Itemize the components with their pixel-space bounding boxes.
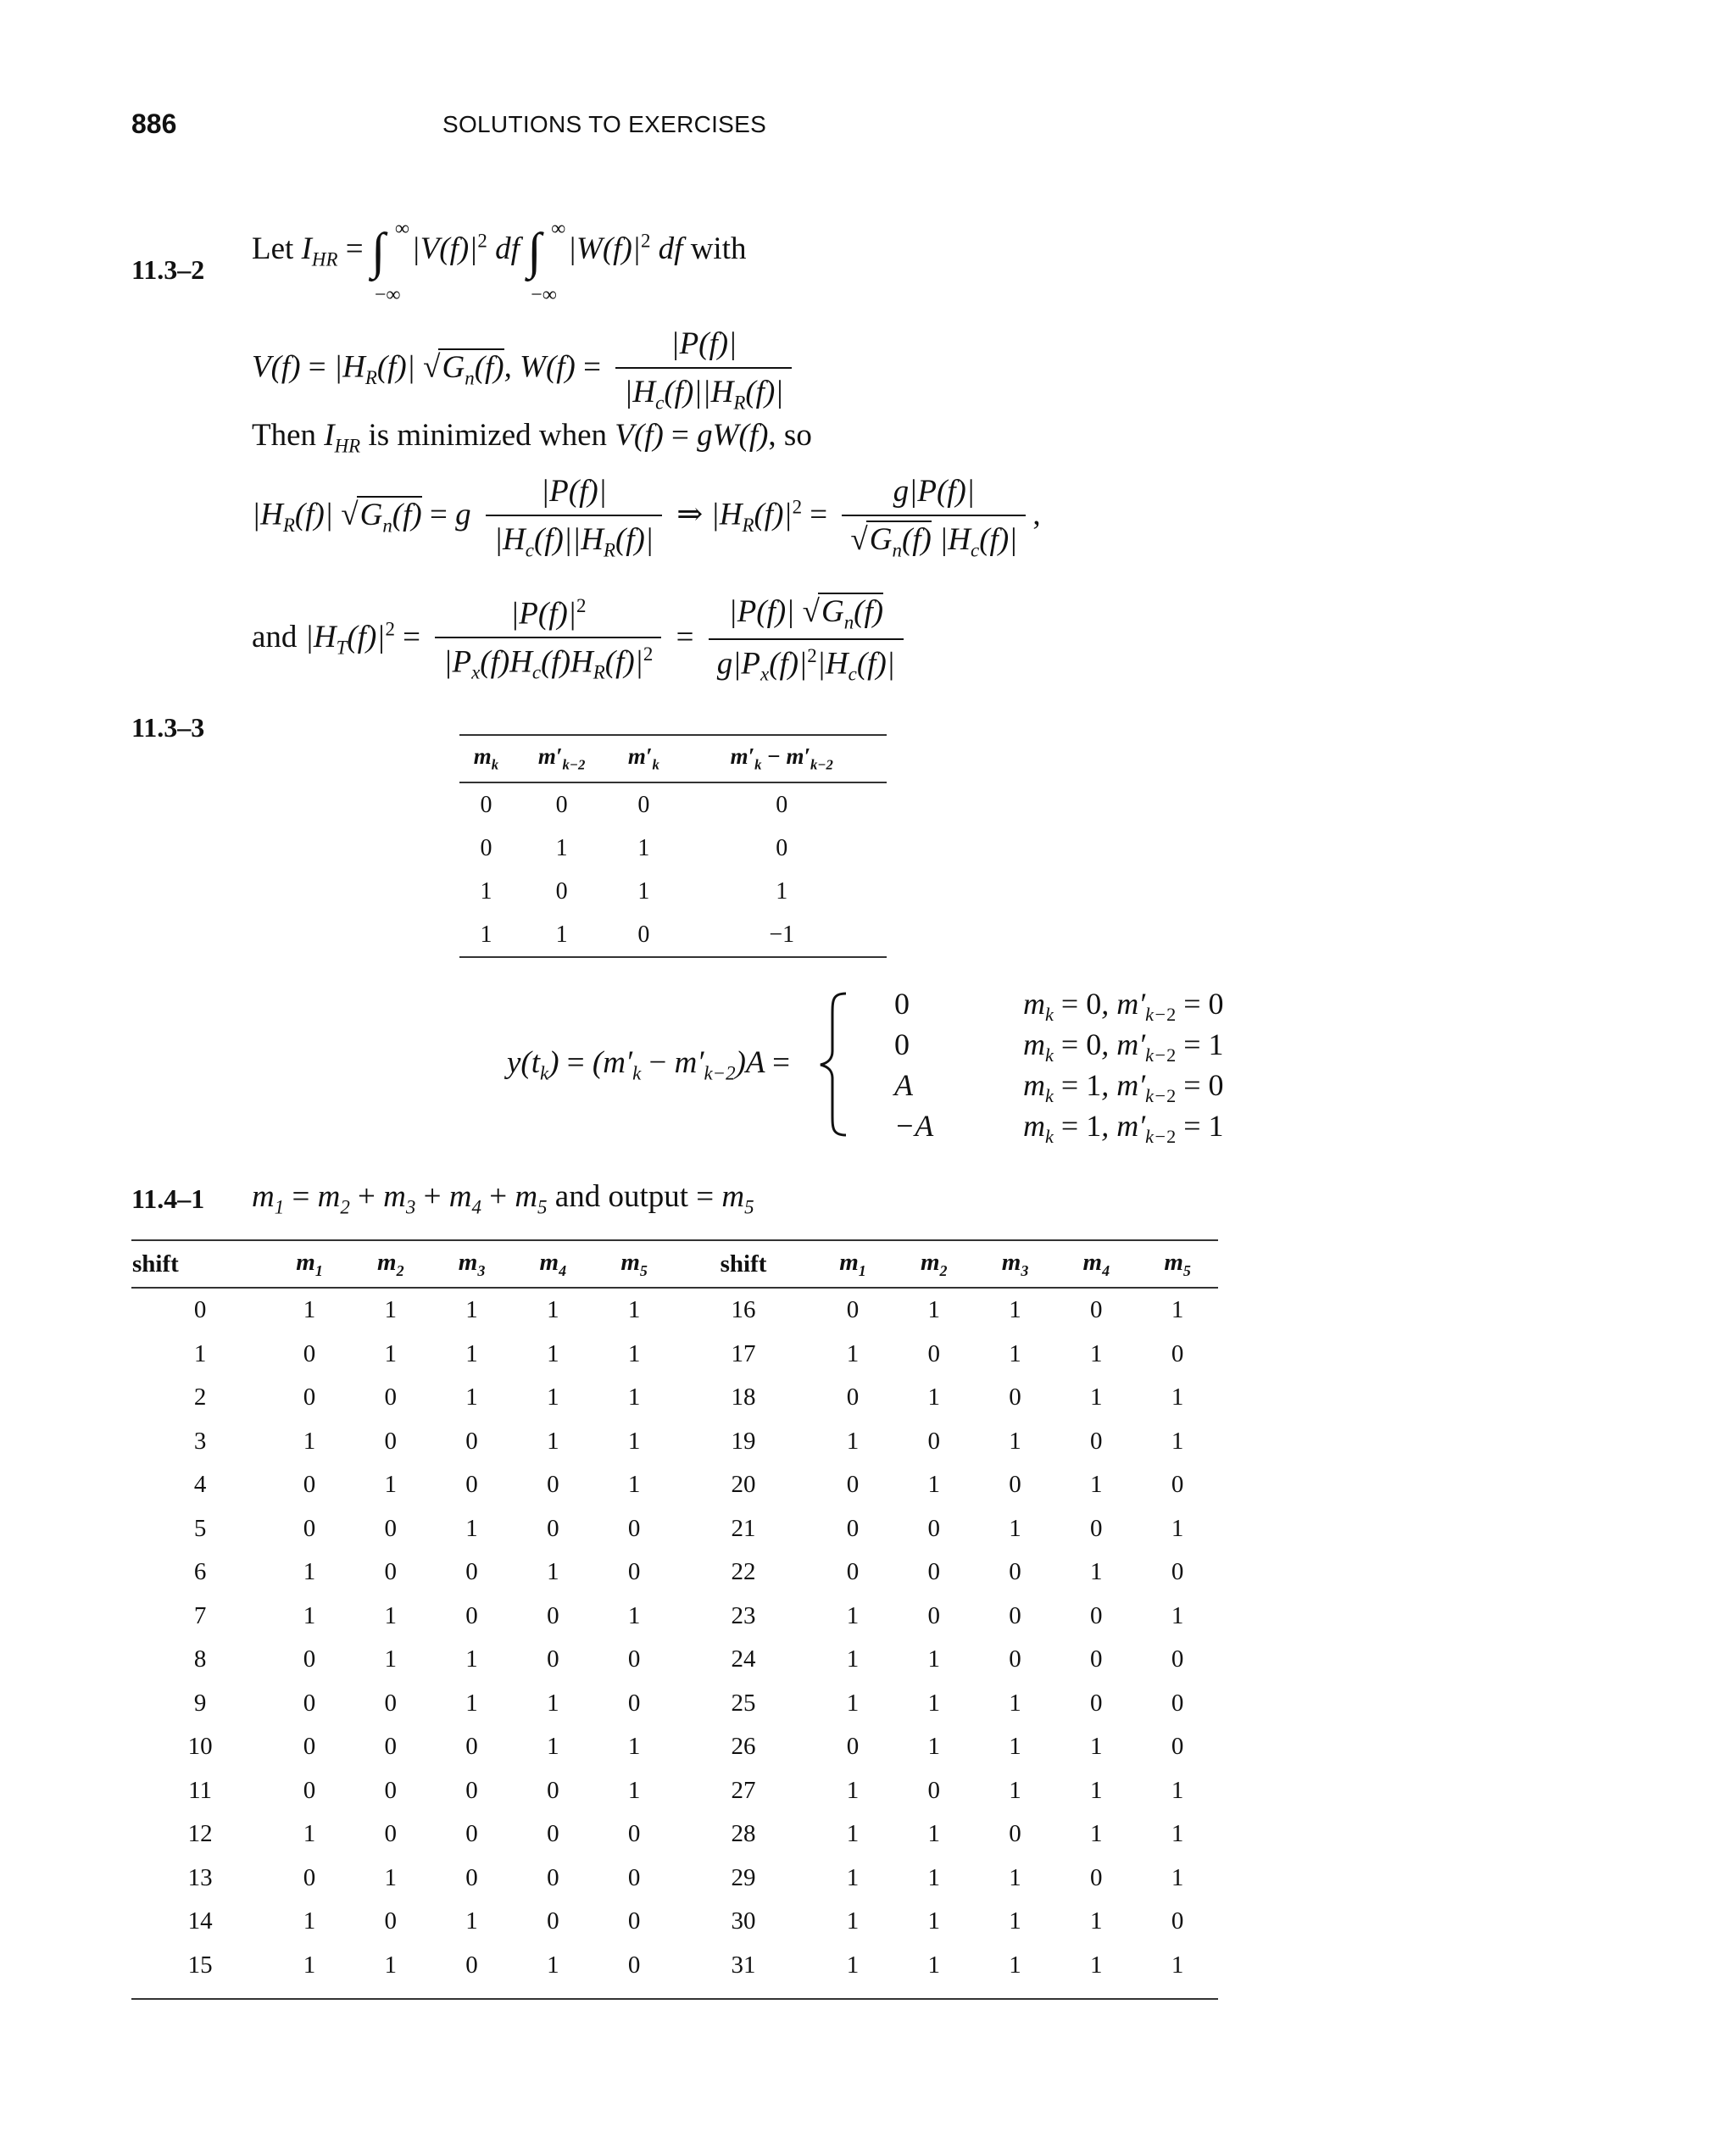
table-row: 1 1 0 −1 xyxy=(480,921,795,948)
bit-cell: 1 xyxy=(1171,1296,1184,1324)
bit-cell: 0 xyxy=(1009,1645,1021,1673)
bit-cell: 1 xyxy=(384,1601,398,1629)
bit-cell: 1 xyxy=(1090,1820,1103,1848)
bit-cell: 0 xyxy=(465,1558,478,1586)
bit-cell: 1 xyxy=(384,1296,398,1324)
shift-cell: 1 xyxy=(193,1339,207,1367)
table-row xyxy=(131,1857,1218,1901)
bit-cell: 0 xyxy=(1171,1645,1184,1673)
bit-cell: 1 xyxy=(846,1907,860,1935)
col-m2: $m_2$ xyxy=(893,1240,975,1288)
bit-cell: 0 xyxy=(1009,1820,1021,1848)
shift-cell: 14 xyxy=(187,1907,213,1935)
bit-cell: 0 xyxy=(547,1471,559,1499)
bit-cell: 0 xyxy=(627,1645,641,1673)
bit-cell: 0 xyxy=(927,1776,940,1804)
bit-cell: 0 xyxy=(384,1689,398,1717)
shift-cell: 16 xyxy=(731,1296,756,1324)
bit-cell: 0 xyxy=(627,1689,641,1717)
col-mk-prime: $m'_k$ xyxy=(610,735,676,782)
bit-cell: 1 xyxy=(303,1296,316,1324)
bit-cell: 1 xyxy=(1171,1863,1184,1891)
bit-cell: 0 xyxy=(627,1907,641,1935)
table-row xyxy=(131,1288,1218,1333)
bit-cell: 1 xyxy=(1090,1471,1103,1499)
bit-cell: 1 xyxy=(547,1733,559,1761)
table-row xyxy=(131,1682,1218,1726)
bit-cell: 0 xyxy=(1090,1863,1103,1891)
bit-cell: 0 xyxy=(846,1733,860,1761)
bit-cell: 1 xyxy=(927,1296,940,1324)
bit-cell: 0 xyxy=(846,1471,860,1499)
equation-ihr: Let $I_{HR}$ = ∫ ∞ −∞ $|V(f)|^2$ df ∫ ∞ −∞ $|W(f)|^2$ df with xyxy=(252,218,747,306)
bit-cell: 0 xyxy=(303,1471,316,1499)
bit-cell: 1 xyxy=(627,1339,641,1367)
bit-cell: 1 xyxy=(927,1733,940,1761)
bit-cell: 1 xyxy=(846,1863,860,1891)
bit-cell: 1 xyxy=(1009,1427,1021,1455)
bit-cell: 1 xyxy=(627,1776,641,1804)
bit-cell: 1 xyxy=(846,1645,860,1673)
bit-cell: 0 xyxy=(465,1427,478,1455)
bit-cell: 0 xyxy=(547,1820,559,1848)
bit-cell: 1 xyxy=(1009,1514,1021,1542)
bit-cell: 0 xyxy=(303,1776,316,1804)
bit-cell: 0 xyxy=(927,1514,940,1542)
bit-cell: 1 xyxy=(927,1863,940,1891)
bit-cell: 1 xyxy=(1090,1776,1103,1804)
bit-cell: 1 xyxy=(1090,1733,1103,1761)
col-m4: $m_4$ xyxy=(1055,1240,1137,1288)
bit-cell: 1 xyxy=(1009,1776,1021,1804)
bit-cell: 0 xyxy=(303,1514,316,1542)
bit-cell: 1 xyxy=(846,1339,860,1367)
bit-cell: 1 xyxy=(627,1471,641,1499)
bit-cell: 1 xyxy=(1171,1776,1184,1804)
bit-cell: 0 xyxy=(627,1951,641,1979)
bit-cell: 1 xyxy=(1090,1339,1103,1367)
shift-cell: 7 xyxy=(193,1601,207,1629)
bit-cell: 0 xyxy=(1171,1339,1184,1367)
table-row xyxy=(131,1507,1218,1551)
col-m3: $m_3$ xyxy=(975,1240,1056,1288)
bit-cell: 1 xyxy=(547,1951,559,1979)
bit-cell: 0 xyxy=(846,1383,860,1411)
shift-cell: 5 xyxy=(193,1514,207,1542)
exercise-label-11-3-2: 11.3–2 xyxy=(131,254,205,285)
equation-v-w: $V(f) = |H_R(f)|$ $√G_n(f)$, W(f) = $\frac{|P(f)|}{|H_c(f)||H_R(f)|}$ xyxy=(252,326,798,414)
bit-cell: 0 xyxy=(1090,1514,1103,1542)
bit-cell: 1 xyxy=(927,1471,940,1499)
table-header-row xyxy=(459,735,887,782)
equation-y-tk: $y(t_k) = (m'_k - m'_{k-2})A$ = xyxy=(507,1045,790,1084)
bit-cell: 0 xyxy=(547,1863,559,1891)
bit-cell: 0 xyxy=(303,1645,316,1673)
table-row xyxy=(131,1725,1218,1769)
col-shift: shift xyxy=(675,1240,812,1288)
shift-cell: 2 xyxy=(193,1383,207,1411)
bit-cell: 1 xyxy=(927,1645,940,1673)
bit-cell: 1 xyxy=(384,1339,398,1367)
bit-cell: 1 xyxy=(927,1820,940,1848)
bit-cell: 0 xyxy=(846,1558,860,1586)
table-row: 0 1 1 0 xyxy=(480,834,788,861)
table-row xyxy=(131,1463,1218,1507)
table-row xyxy=(131,1551,1218,1595)
bit-cell: 1 xyxy=(465,1339,478,1367)
bit-cell: 1 xyxy=(627,1383,641,1411)
col-m5: $m_5$ xyxy=(1137,1240,1218,1288)
table-row xyxy=(131,1769,1218,1813)
col-m2: $m_2$ xyxy=(350,1240,431,1288)
bit-cell: 0 xyxy=(1171,1471,1184,1499)
bit-cell: 0 xyxy=(1009,1383,1021,1411)
bit-cell: 0 xyxy=(465,1733,478,1761)
bit-cell: 0 xyxy=(1009,1558,1021,1586)
bit-cell: 1 xyxy=(384,1863,398,1891)
shift-cell: 25 xyxy=(731,1689,756,1717)
shift-cell: 15 xyxy=(187,1951,213,1979)
bit-cell: 0 xyxy=(1090,1427,1103,1455)
bit-cell: 1 xyxy=(927,1689,940,1717)
bit-cell: 1 xyxy=(846,1776,860,1804)
equation-m1-sum: $m_1 = m_2 + m_3 + m_4 + m_5$ and output = $m_5$ xyxy=(252,1179,754,1218)
bit-cell: 1 xyxy=(303,1820,316,1848)
bit-cell: 0 xyxy=(927,1558,940,1586)
bit-cell: 0 xyxy=(384,1907,398,1935)
bit-cell: 0 xyxy=(384,1383,398,1411)
bit-cell: 0 xyxy=(384,1776,398,1804)
table-row xyxy=(131,1900,1218,1944)
bit-cell: 1 xyxy=(465,1907,478,1935)
bit-cell: 1 xyxy=(627,1427,641,1455)
truth-table-11-3-3 xyxy=(459,734,887,958)
bit-cell: 0 xyxy=(384,1820,398,1848)
bit-cell: 1 xyxy=(465,1645,478,1673)
bit-cell: 0 xyxy=(303,1863,316,1891)
shift-cell: 22 xyxy=(731,1558,756,1586)
bit-cell: 1 xyxy=(303,1427,316,1455)
equation-ht: and $|H_T(f)|^2$ = $\frac{|P(f)|^2}{|P_x(f)H_c(f)H_R(f)|^2}$ = $\frac{|P(f)| √G_n(f)}{g|P_x(f)|^2|H_c(f)|}$ xyxy=(252,593,910,686)
bit-cell: 1 xyxy=(927,1383,940,1411)
shift-cell: 26 xyxy=(731,1733,756,1761)
equation-then: Then $I_{HR}$ is minimized when V(f) = gW(f), so xyxy=(252,418,812,457)
bit-cell: 1 xyxy=(627,1296,641,1324)
shift-cell: 6 xyxy=(193,1558,207,1586)
bit-cell: 0 xyxy=(1171,1907,1184,1935)
bit-cell: 0 xyxy=(465,1951,478,1979)
table-header-row xyxy=(131,1240,1218,1288)
table-row xyxy=(131,1638,1218,1682)
bit-cell: 1 xyxy=(384,1471,398,1499)
bit-cell: 1 xyxy=(547,1339,559,1367)
shift-cell: 9 xyxy=(193,1689,207,1717)
bit-cell: 1 xyxy=(1171,1427,1184,1455)
table-row xyxy=(131,1944,1218,2000)
bit-cell: 1 xyxy=(1009,1907,1021,1935)
bit-cell: 0 xyxy=(627,1514,641,1542)
bit-cell: 1 xyxy=(927,1951,940,1979)
col-m1: $m_1$ xyxy=(269,1240,350,1288)
bit-cell: 0 xyxy=(384,1558,398,1586)
bit-cell: 1 xyxy=(465,1296,478,1324)
col-mk: $m_k$ xyxy=(459,735,513,782)
bit-cell: 1 xyxy=(547,1383,559,1411)
bit-cell: 1 xyxy=(846,1601,860,1629)
bit-cell: 1 xyxy=(303,1951,316,1979)
bit-cell: 0 xyxy=(1009,1471,1021,1499)
bit-cell: 0 xyxy=(1171,1689,1184,1717)
bit-cell: 1 xyxy=(1171,1820,1184,1848)
bit-cell: 0 xyxy=(1090,1601,1103,1629)
bit-cell: 1 xyxy=(547,1558,559,1586)
bit-cell: 1 xyxy=(547,1427,559,1455)
bit-cell: 0 xyxy=(627,1820,641,1848)
equation-hr: $|H_R(f)|$ $√G_n(f) = g$ $\frac{|P(f)|}{|H_c(f)||H_R(f)|}$ ⇒ $|H_R(f)|^2$ = $\frac{g|P(f)|}{√G_n(f) |H_c(f)|}$ , xyxy=(252,474,1041,561)
bit-cell: 1 xyxy=(846,1820,860,1848)
bit-cell: 1 xyxy=(627,1601,641,1629)
col-m4: $m_4$ xyxy=(512,1240,593,1288)
bit-cell: 0 xyxy=(465,1820,478,1848)
bit-cell: 1 xyxy=(547,1689,559,1717)
bit-cell: 0 xyxy=(627,1558,641,1586)
table-row xyxy=(131,1420,1218,1464)
bit-cell: 0 xyxy=(547,1601,559,1629)
bit-cell: 0 xyxy=(547,1776,559,1804)
bit-cell: 1 xyxy=(1171,1601,1184,1629)
bit-cell: 0 xyxy=(846,1514,860,1542)
shift-register-table xyxy=(131,1239,1218,2000)
col-m3: $m_3$ xyxy=(431,1240,513,1288)
col-m1: $m_1$ xyxy=(812,1240,893,1288)
bit-cell: 1 xyxy=(846,1689,860,1717)
bit-cell: 1 xyxy=(303,1601,316,1629)
bit-cell: 0 xyxy=(303,1733,316,1761)
bit-cell: 1 xyxy=(303,1907,316,1935)
bit-cell: 1 xyxy=(465,1689,478,1717)
table-row xyxy=(131,1333,1218,1377)
bit-cell: 0 xyxy=(303,1689,316,1717)
bit-cell: 1 xyxy=(627,1733,641,1761)
running-head: SOLUTIONS TO EXERCISES xyxy=(442,111,767,137)
bit-cell: 0 xyxy=(384,1514,398,1542)
bit-cell: 1 xyxy=(1090,1558,1103,1586)
exercise-label-11-4-1: 11.4–1 xyxy=(131,1183,205,1214)
bit-cell: 1 xyxy=(384,1645,398,1673)
bit-cell: 1 xyxy=(303,1558,316,1586)
bit-cell: 1 xyxy=(1090,1907,1103,1935)
bit-cell: 1 xyxy=(1009,1296,1021,1324)
bit-cell: 0 xyxy=(927,1601,940,1629)
bit-cell: 1 xyxy=(1171,1951,1184,1979)
bit-cell: 1 xyxy=(846,1951,860,1979)
shift-cell: 19 xyxy=(731,1427,756,1455)
bit-cell: 0 xyxy=(465,1776,478,1804)
bit-cell: 1 xyxy=(384,1951,398,1979)
table-row xyxy=(131,1812,1218,1857)
shift-cell: 12 xyxy=(187,1820,213,1848)
bit-cell: 0 xyxy=(927,1427,940,1455)
shift-cell: 10 xyxy=(187,1733,213,1761)
col-m5: $m_5$ xyxy=(593,1240,675,1288)
table-row xyxy=(131,1376,1218,1420)
bit-cell: 0 xyxy=(303,1383,316,1411)
page-number: 886 xyxy=(131,109,177,139)
shift-cell: 20 xyxy=(731,1471,756,1499)
bit-cell: 0 xyxy=(846,1296,860,1324)
exercise-label-11-3-3: 11.3–3 xyxy=(131,712,205,743)
bit-cell: 1 xyxy=(547,1296,559,1324)
shift-cell: 28 xyxy=(731,1820,756,1848)
bit-cell: 1 xyxy=(846,1427,860,1455)
bit-cell: 0 xyxy=(384,1733,398,1761)
bit-cell: 0 xyxy=(1090,1689,1103,1717)
bit-cell: 0 xyxy=(465,1601,478,1629)
bit-cell: 0 xyxy=(547,1907,559,1935)
bit-cell: 0 xyxy=(384,1427,398,1455)
col-difference: $m'_k - m'_{k-2}$ xyxy=(676,735,887,782)
table-row xyxy=(131,1595,1218,1639)
shift-cell: 0 xyxy=(193,1296,207,1324)
left-brace-icon xyxy=(817,990,851,1139)
bit-cell: 1 xyxy=(1171,1383,1184,1411)
col-mk2-prime: $m'_{k-2}$ xyxy=(513,735,610,782)
shift-cell: 31 xyxy=(731,1951,756,1979)
table-row: 0 0 0 0 xyxy=(480,791,788,818)
shift-cell: 4 xyxy=(193,1471,207,1499)
shift-cell: 13 xyxy=(187,1863,213,1891)
bit-cell: 1 xyxy=(927,1907,940,1935)
shift-cell: 23 xyxy=(731,1601,756,1629)
bit-cell: 1 xyxy=(1171,1514,1184,1542)
bit-cell: 1 xyxy=(465,1514,478,1542)
bit-cell: 1 xyxy=(1009,1339,1021,1367)
bit-cell: 0 xyxy=(1171,1558,1184,1586)
bit-cell: 0 xyxy=(1090,1296,1103,1324)
table-row: 1 0 1 1 xyxy=(480,877,788,905)
bit-cell: 0 xyxy=(927,1339,940,1367)
bit-cell: 0 xyxy=(465,1471,478,1499)
bit-cell: 1 xyxy=(1009,1733,1021,1761)
bit-cell: 0 xyxy=(547,1645,559,1673)
bit-cell: 1 xyxy=(1009,1689,1021,1717)
bit-cell: 0 xyxy=(627,1863,641,1891)
col-shift: shift xyxy=(131,1240,269,1288)
shift-cell: 21 xyxy=(731,1514,756,1542)
bit-cell: 0 xyxy=(1009,1601,1021,1629)
shift-cell: 18 xyxy=(731,1383,756,1411)
shift-cell: 8 xyxy=(193,1645,207,1673)
bit-cell: 0 xyxy=(547,1514,559,1542)
shift-cell: 3 xyxy=(193,1427,207,1455)
shift-cell: 27 xyxy=(731,1776,756,1804)
bit-cell: 0 xyxy=(303,1339,316,1367)
bit-cell: 1 xyxy=(465,1383,478,1411)
shift-cell: 17 xyxy=(731,1339,756,1367)
bit-cell: 1 xyxy=(1090,1951,1103,1979)
shift-cell: 24 xyxy=(731,1645,756,1673)
bit-cell: 0 xyxy=(1090,1645,1103,1673)
shift-cell: 29 xyxy=(731,1863,756,1891)
bit-cell: 0 xyxy=(465,1863,478,1891)
shift-cell: 30 xyxy=(731,1907,756,1935)
bit-cell: 1 xyxy=(1009,1951,1021,1979)
bit-cell: 1 xyxy=(1090,1383,1103,1411)
bit-cell: 0 xyxy=(1171,1733,1184,1761)
bit-cell: 1 xyxy=(1009,1863,1021,1891)
shift-cell: 11 xyxy=(188,1776,213,1804)
